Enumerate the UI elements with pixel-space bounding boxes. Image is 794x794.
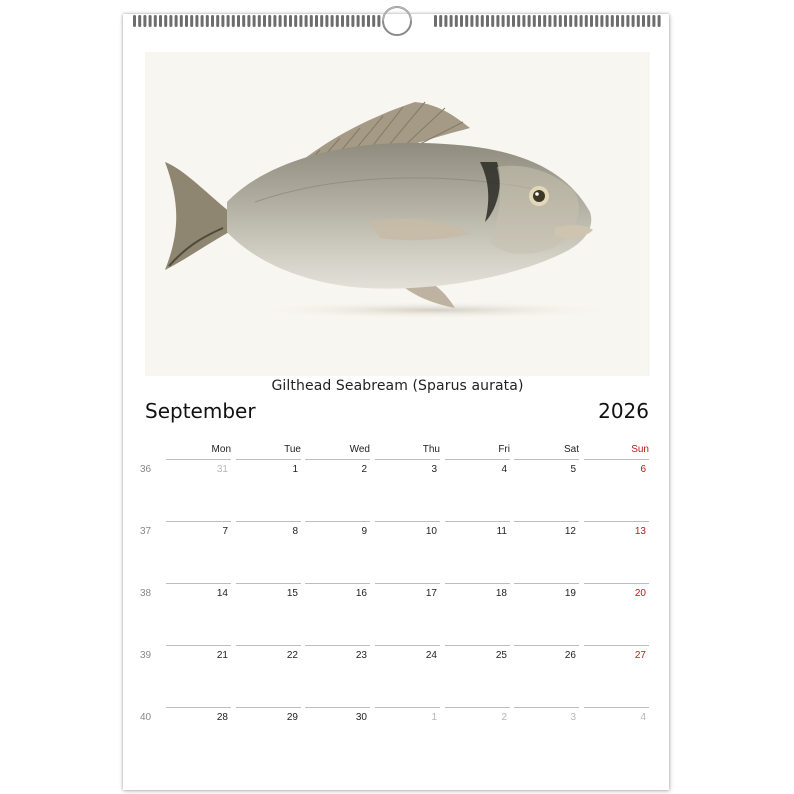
- day-number: 24: [425, 650, 437, 661]
- binding-coil: [554, 15, 557, 27]
- day-number: 25: [495, 650, 507, 661]
- binding-coil: [325, 15, 328, 27]
- cell-divider: [166, 645, 231, 646]
- day-number: 30: [355, 712, 367, 723]
- day-cell[interactable]: [584, 521, 649, 581]
- day-cell[interactable]: [514, 459, 579, 519]
- cell-divider: [445, 707, 510, 708]
- binding-coil: [465, 15, 468, 27]
- day-number: 23: [355, 650, 367, 661]
- day-cell[interactable]: [166, 645, 231, 705]
- day-cell[interactable]: [166, 459, 231, 519]
- cell-divider: [584, 521, 649, 522]
- binding-coil: [444, 15, 447, 27]
- binding-coil: [632, 15, 635, 27]
- binding-coil: [180, 15, 183, 27]
- cell-divider: [236, 707, 301, 708]
- day-number: 7: [222, 526, 228, 537]
- cell-divider: [445, 459, 510, 460]
- binding-coil: [522, 15, 525, 27]
- day-cell[interactable]: [375, 707, 440, 767]
- weekday-thu: Thu: [422, 444, 440, 455]
- cell-divider: [236, 645, 301, 646]
- binding-coil: [133, 15, 136, 27]
- day-number: 1: [431, 712, 437, 723]
- binding-coil: [434, 15, 437, 27]
- binding-coil: [305, 15, 308, 27]
- cell-divider: [305, 645, 370, 646]
- binding-coil: [611, 15, 614, 27]
- day-number: 11: [496, 526, 507, 537]
- day-cell[interactable]: [445, 459, 510, 519]
- binding-coil: [606, 15, 609, 27]
- weekday-mon: Mon: [211, 444, 231, 455]
- day-cell[interactable]: [236, 707, 301, 767]
- day-number: 12: [564, 526, 576, 537]
- binding-coil: [227, 15, 230, 27]
- day-number: 2: [501, 712, 507, 723]
- binding-coil: [626, 15, 629, 27]
- cell-divider: [514, 707, 579, 708]
- day-number: 17: [425, 588, 437, 599]
- day-number: 10: [425, 526, 437, 537]
- cell-divider: [166, 583, 231, 584]
- year-title: 2026: [598, 399, 649, 423]
- day-number: 4: [640, 712, 646, 723]
- cell-divider: [375, 459, 440, 460]
- binding-coil: [658, 15, 661, 27]
- binding-coil: [247, 15, 250, 27]
- binding-coil: [538, 15, 541, 27]
- binding-coil: [559, 15, 562, 27]
- binding-coil: [481, 15, 484, 27]
- cell-divider: [375, 521, 440, 522]
- day-number: 4: [501, 464, 507, 475]
- cell-divider: [584, 707, 649, 708]
- cell-divider: [236, 459, 301, 460]
- binding-coil: [652, 15, 655, 27]
- cell-divider: [375, 707, 440, 708]
- binding-coil: [528, 15, 531, 27]
- binding-coil: [138, 15, 141, 27]
- cell-divider: [305, 707, 370, 708]
- binding-coil: [372, 15, 375, 27]
- binding-coil: [221, 15, 224, 27]
- cell-divider: [166, 521, 231, 522]
- binding-coil: [175, 15, 178, 27]
- cell-divider: [375, 583, 440, 584]
- weekday-sat: Sat: [563, 444, 579, 455]
- day-cell[interactable]: [236, 459, 301, 519]
- binding-coil: [336, 15, 339, 27]
- binding-coil: [341, 15, 344, 27]
- day-cell[interactable]: [375, 645, 440, 705]
- day-number: 6: [640, 464, 646, 475]
- binding-coil: [195, 15, 198, 27]
- month-title: September: [145, 399, 256, 423]
- binding-coil: [590, 15, 593, 27]
- day-number: 2: [361, 464, 367, 475]
- binding-coil: [143, 15, 146, 27]
- cell-divider: [514, 459, 579, 460]
- day-cell[interactable]: [584, 459, 649, 519]
- photo-caption: Gilthead Seabream (Sparus aurata): [271, 378, 524, 394]
- binding-coil: [310, 15, 313, 27]
- binding-coil: [154, 15, 157, 27]
- binding-coil: [263, 15, 266, 27]
- cell-divider: [305, 521, 370, 522]
- binding-coil: [149, 15, 152, 27]
- binding-coil: [517, 15, 520, 27]
- weekday-wed: Wed: [349, 444, 370, 455]
- day-number: 13: [634, 526, 646, 537]
- day-number: 27: [634, 650, 646, 661]
- day-number: 28: [216, 712, 228, 723]
- day-cell[interactable]: [375, 459, 440, 519]
- binding-coil: [512, 15, 515, 27]
- binding-coil: [470, 15, 473, 27]
- day-cell[interactable]: [375, 583, 440, 643]
- day-cell[interactable]: [166, 583, 231, 643]
- day-number: 21: [216, 650, 228, 661]
- day-number: 9: [361, 526, 367, 537]
- binding-coil: [346, 15, 349, 27]
- cell-divider: [305, 583, 370, 584]
- binding-coil: [621, 15, 624, 27]
- binding-coil: [486, 15, 489, 27]
- binding-coil: [201, 15, 204, 27]
- binding-coil: [367, 15, 370, 27]
- day-number: 31: [216, 464, 228, 475]
- binding-coil: [460, 15, 463, 27]
- day-number: 26: [564, 650, 576, 661]
- binding-coil: [548, 15, 551, 27]
- binding-coil: [543, 15, 546, 27]
- day-cell[interactable]: [514, 645, 579, 705]
- cell-divider: [584, 583, 649, 584]
- binding-coil: [284, 15, 287, 27]
- day-cell[interactable]: [305, 583, 370, 643]
- binding-coil: [357, 15, 360, 27]
- binding-coil: [273, 15, 276, 27]
- binding-coil: [585, 15, 588, 27]
- day-number: 3: [431, 464, 437, 475]
- week-number: 38: [140, 588, 152, 599]
- binding-coil: [279, 15, 282, 27]
- day-cell[interactable]: [305, 707, 370, 767]
- week-number: 40: [140, 712, 152, 723]
- binding-coil: [637, 15, 640, 27]
- binding-coil: [211, 15, 214, 27]
- cell-divider: [514, 645, 579, 646]
- day-number: 3: [570, 712, 576, 723]
- binding-coil: [533, 15, 536, 27]
- day-cell[interactable]: [445, 521, 510, 581]
- day-number: 15: [286, 588, 298, 599]
- binding-coil: [331, 15, 334, 27]
- binding-coil: [377, 15, 380, 27]
- binding-coil: [268, 15, 271, 27]
- day-cell[interactable]: [445, 583, 510, 643]
- binding-coil: [258, 15, 261, 27]
- binding-coil: [216, 15, 219, 27]
- binding-coil: [600, 15, 603, 27]
- day-cell[interactable]: [305, 459, 370, 519]
- day-cell[interactable]: [166, 521, 231, 581]
- day-cell[interactable]: [584, 645, 649, 705]
- week-number: 39: [140, 650, 152, 661]
- day-number: 8: [292, 526, 298, 537]
- cell-divider: [236, 521, 301, 522]
- cell-divider: [166, 459, 231, 460]
- binding-coil: [476, 15, 479, 27]
- binding-coil: [507, 15, 510, 27]
- day-number: 16: [355, 588, 367, 599]
- binding-coil: [574, 15, 577, 27]
- day-number: 14: [216, 588, 228, 599]
- day-cell[interactable]: [375, 521, 440, 581]
- binding-coil: [642, 15, 645, 27]
- cell-divider: [514, 521, 579, 522]
- binding-coil: [299, 15, 302, 27]
- cell-divider: [236, 583, 301, 584]
- day-cell[interactable]: [584, 583, 649, 643]
- binding-coil: [164, 15, 167, 27]
- binding-coil: [206, 15, 209, 27]
- cell-divider: [166, 707, 231, 708]
- binding-coil: [491, 15, 494, 27]
- binding-coil: [595, 15, 598, 27]
- binding-coil: [232, 15, 235, 27]
- day-cell[interactable]: [236, 583, 301, 643]
- binding-coil: [647, 15, 650, 27]
- binding-coil: [450, 15, 453, 27]
- day-number: 20: [634, 588, 646, 599]
- binding-coil: [185, 15, 188, 27]
- binding-coil: [455, 15, 458, 27]
- cell-divider: [445, 521, 510, 522]
- cell-divider: [375, 645, 440, 646]
- binding-coil: [315, 15, 318, 27]
- day-cell[interactable]: [305, 645, 370, 705]
- binding-coil: [496, 15, 499, 27]
- binding-coil: [439, 15, 442, 27]
- binding-coil: [351, 15, 354, 27]
- weekday-fri: Fri: [498, 444, 510, 455]
- day-cell[interactable]: [445, 707, 510, 767]
- day-number: 22: [286, 650, 298, 661]
- day-number: 19: [564, 588, 576, 599]
- binding-coil: [320, 15, 323, 27]
- binding-coil: [289, 15, 292, 27]
- day-cell[interactable]: [166, 707, 231, 767]
- day-cell[interactable]: [445, 645, 510, 705]
- binding-coil: [294, 15, 297, 27]
- binding-coil: [190, 15, 193, 27]
- day-number: 1: [292, 464, 298, 475]
- binding-coil: [569, 15, 572, 27]
- cell-divider: [584, 459, 649, 460]
- cell-divider: [445, 645, 510, 646]
- cell-divider: [445, 583, 510, 584]
- day-cell[interactable]: [584, 707, 649, 767]
- binding-coil: [362, 15, 365, 27]
- week-number: 37: [140, 526, 152, 537]
- fish-illustration: [145, 52, 650, 376]
- weekday-sun: Sun: [631, 444, 649, 455]
- cell-divider: [514, 583, 579, 584]
- week-number: 36: [140, 464, 152, 475]
- day-cell[interactable]: [514, 707, 579, 767]
- weekday-tue: Tue: [284, 444, 301, 455]
- binding-coil: [564, 15, 567, 27]
- wire-binding: [0, 0, 794, 40]
- binding-coil: [616, 15, 619, 27]
- day-cell[interactable]: [514, 583, 579, 643]
- binding-coil: [580, 15, 583, 27]
- binding-coil: [253, 15, 256, 27]
- day-cell[interactable]: [305, 521, 370, 581]
- cell-divider: [305, 459, 370, 460]
- day-number: 18: [495, 588, 507, 599]
- binding-coil: [502, 15, 505, 27]
- binding-coil: [242, 15, 245, 27]
- binding-coil: [169, 15, 172, 27]
- binding-coil: [237, 15, 240, 27]
- day-cell[interactable]: [514, 521, 579, 581]
- day-cell[interactable]: [236, 521, 301, 581]
- binding-coil: [159, 15, 162, 27]
- day-cell[interactable]: [236, 645, 301, 705]
- day-number: 5: [570, 464, 576, 475]
- cell-divider: [584, 645, 649, 646]
- day-number: 29: [286, 712, 298, 723]
